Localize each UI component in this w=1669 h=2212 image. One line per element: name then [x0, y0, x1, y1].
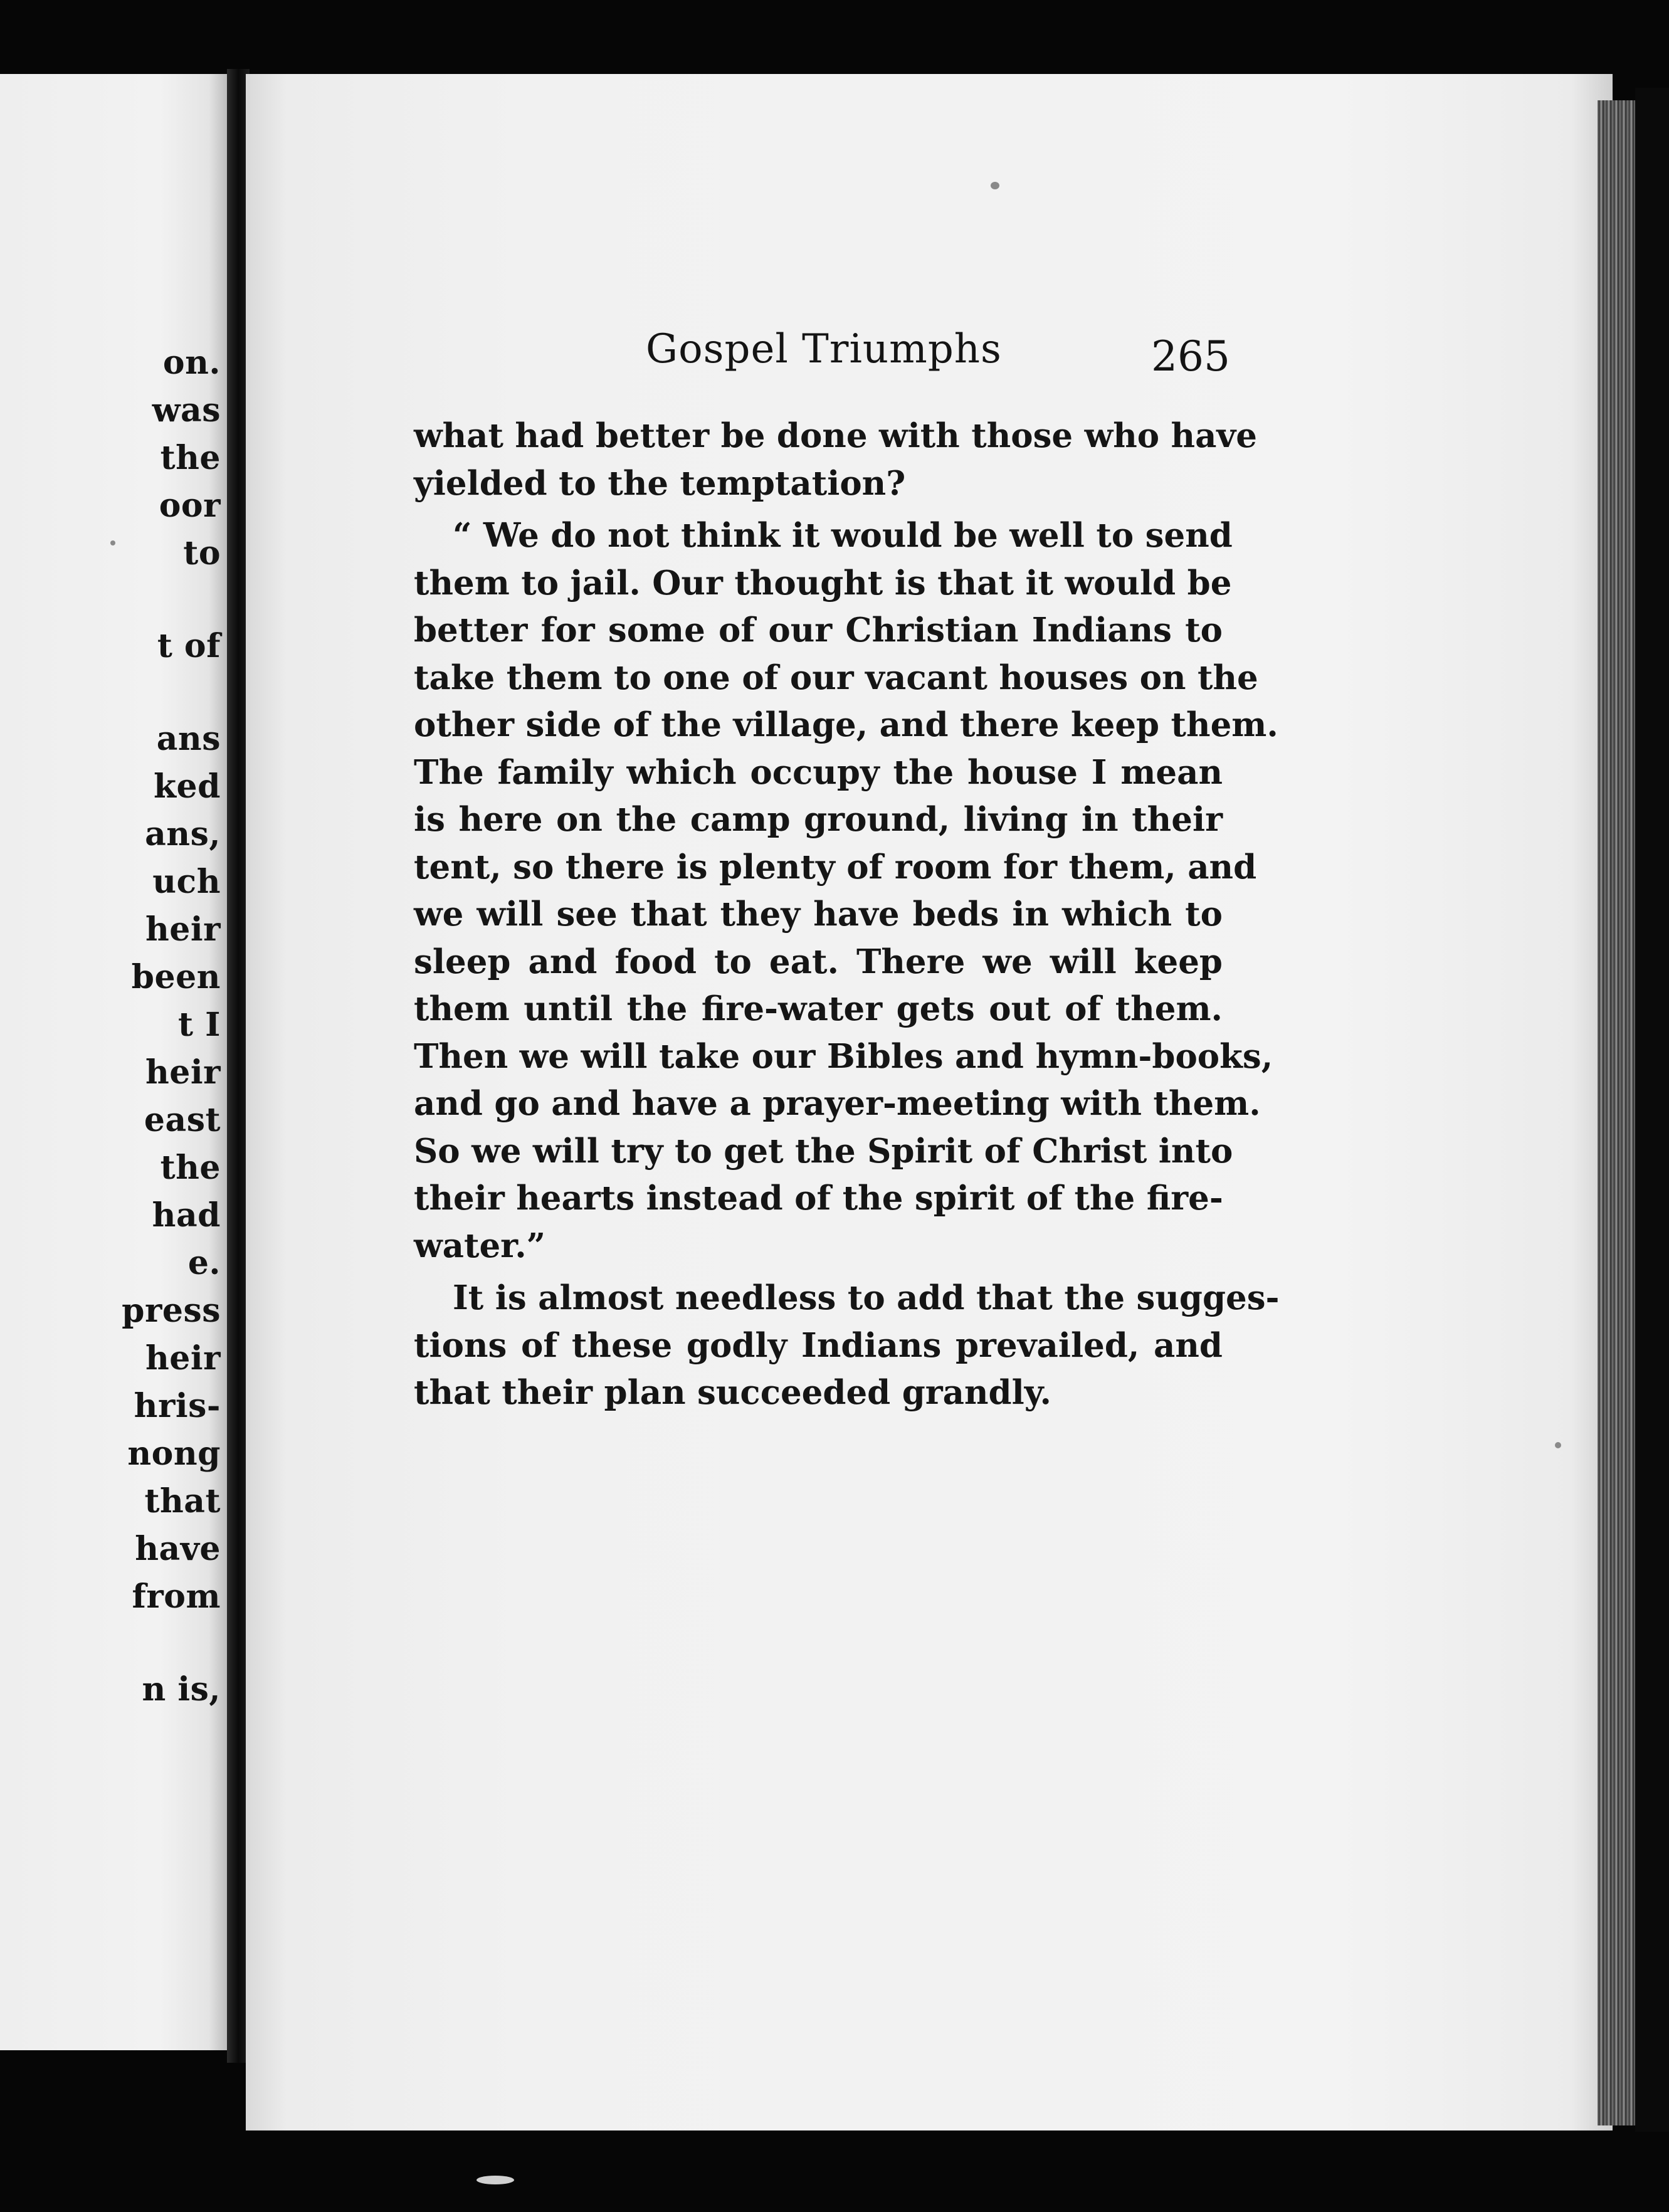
text-line: tions of these godly Indians prevailed, and: [414, 1325, 1223, 1365]
left-page-line-fragment: e.: [187, 1244, 221, 1282]
left-page-line-fragment: from: [132, 1577, 221, 1616]
text-line: So we will try to get the Spirit of Christ into: [414, 1131, 1233, 1171]
page-number: 265: [1151, 332, 1230, 381]
left-page-line-fragment: uch: [152, 863, 221, 901]
text-line: water.”: [414, 1226, 546, 1265]
running-head: Gospel Triumphs: [646, 326, 1002, 372]
text-line: their hearts instead of the spirit of the fire-: [414, 1179, 1223, 1218]
left-page-line-fragment: heir: [145, 1339, 221, 1377]
page-edges: [1598, 100, 1635, 2125]
scan-speck: [476, 2176, 514, 2184]
paragraph: [414, 512, 1278, 1270]
text-line: Then we will take our Bibles and hymn-books,: [414, 1036, 1273, 1076]
left-page-line-fragment: to: [183, 534, 221, 572]
text-line: and go and have a prayer-meeting with them.: [414, 1084, 1261, 1123]
text-line: take them to one of our vacant houses on the: [414, 658, 1258, 697]
text-line: that their plan succeeded grandly.: [414, 1373, 1051, 1412]
scan-speck: [110, 540, 115, 545]
left-page-line-fragment: oor: [159, 487, 221, 525]
text-line: sleep and food to eat. There we will keep: [414, 942, 1223, 981]
left-page-line-fragment: the: [160, 439, 221, 477]
left-page-line-fragment: ked: [154, 767, 221, 806]
text-line: we will see that they have beds in which to: [414, 895, 1223, 934]
left-page-line-fragment: been: [131, 958, 221, 996]
left-page-line-fragment: hris-: [134, 1387, 221, 1425]
left-facing-page: [0, 74, 227, 2050]
paragraph-gap: [414, 507, 1223, 512]
left-page-line-fragment: heir: [145, 1053, 221, 1092]
left-page-line-fragment: on.: [162, 344, 221, 382]
text-line: It is almost needless to add that the sugges-: [453, 1278, 1280, 1317]
left-page-line-fragment: ans: [156, 720, 221, 758]
text-line: better for some of our Christian Indians to: [414, 611, 1223, 650]
left-page-line-fragment: nong: [127, 1435, 221, 1473]
left-page-line-fragment: was: [152, 391, 221, 429]
text-line: them until the fire-water gets out of them.: [414, 989, 1223, 1028]
left-page-line-fragment: east: [144, 1101, 221, 1139]
paragraph-gap: [414, 1270, 1223, 1275]
text-line: yielded to the temptation?: [414, 463, 906, 503]
scan-speck: [1555, 1442, 1561, 1448]
text-line: tent, so there is plenty of room for them, and: [414, 847, 1257, 887]
body-text: [414, 413, 1280, 1417]
text-line: The family which occupy the house I mean: [414, 752, 1223, 792]
left-page-line-fragment: the: [160, 1149, 221, 1187]
paragraph: [414, 1275, 1280, 1417]
left-page-line-fragment: t of: [157, 627, 221, 665]
text-line: what had better be done with those who have: [414, 416, 1257, 455]
left-page-line-fragment: have: [135, 1530, 221, 1568]
text-line: other side of the village, and there keep them.: [414, 705, 1278, 744]
scan-speck: [991, 182, 999, 189]
left-page-line-fragment: heir: [145, 910, 221, 949]
text-line: “ We do not think it would be well to send: [453, 516, 1233, 555]
left-page-line-fragment: t I: [178, 1006, 221, 1044]
left-page-line-fragment: ans,: [145, 815, 221, 853]
left-page-line-fragment: that: [144, 1482, 221, 1520]
scan-border-right: [1635, 88, 1669, 2132]
left-page-line-fragment: press: [122, 1292, 221, 1330]
text-line: is here on the camp ground, living in their: [414, 800, 1223, 839]
paragraph: [414, 413, 1257, 507]
left-page-line-fragment: n is,: [142, 1670, 221, 1709]
left-page-line-fragment: had: [152, 1196, 221, 1235]
text-line: them to jail. Our thought is that it would be: [414, 563, 1232, 603]
